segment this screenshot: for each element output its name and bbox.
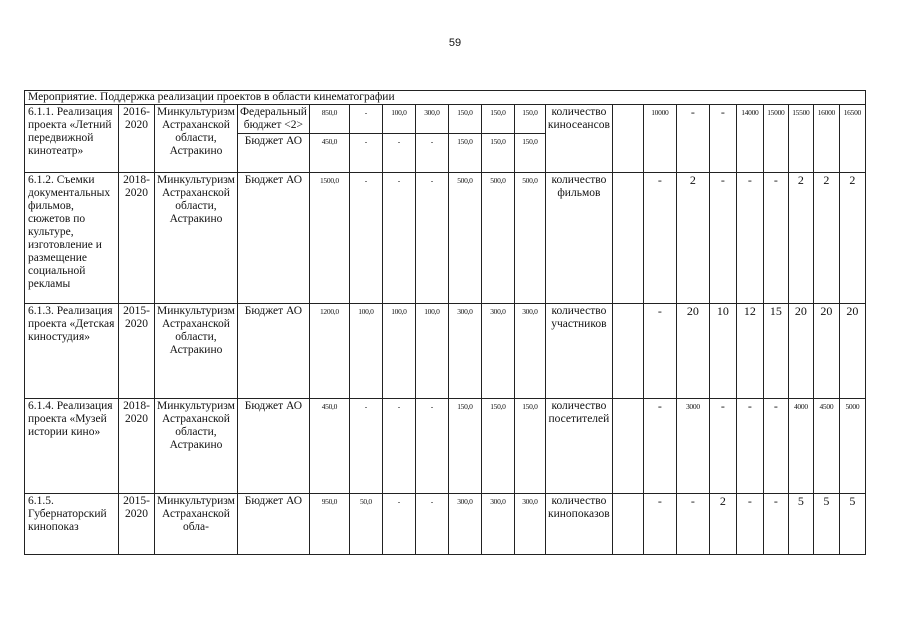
funding-amount: 100,0 <box>415 304 448 399</box>
funding-amount: - <box>349 105 382 134</box>
table-row <box>25 399 866 494</box>
funding-amount: - <box>349 173 382 304</box>
event-executor: Минкультуризм Астраханской области, Астракино <box>155 173 238 304</box>
program-table <box>24 90 866 555</box>
indicator-value: - <box>643 304 676 399</box>
funding-source: Бюджет АО <box>237 304 309 399</box>
indicator-value: 5 <box>839 494 865 555</box>
funding-amount: 150,0 <box>448 399 481 494</box>
funding-amount: 500,0 <box>514 173 545 304</box>
indicator-blank <box>612 494 643 555</box>
indicator-value: - <box>736 173 763 304</box>
indicator-value: - <box>643 399 676 494</box>
indicator-value: 12 <box>736 304 763 399</box>
funding-amount: 450,0 <box>309 134 349 173</box>
funding-amount: 500,0 <box>481 173 514 304</box>
funding-amount: 150,0 <box>481 134 514 173</box>
indicator-value: 14000 <box>736 105 763 173</box>
indicator-value: - <box>736 399 763 494</box>
indicator-value: 2 <box>813 173 839 304</box>
funding-amount: 150,0 <box>481 399 514 494</box>
indicator-value: 2 <box>788 173 813 304</box>
indicator-value: 2 <box>676 173 709 304</box>
table-row <box>25 105 866 134</box>
table-row <box>25 494 866 555</box>
funding-source: Бюджет АО <box>237 134 309 173</box>
indicator-value: 15 <box>763 304 788 399</box>
event-years: 2018-2020 <box>119 173 155 304</box>
funding-amount: 150,0 <box>448 134 481 173</box>
event-executor: Минкультуризм Астраханской обла- <box>155 494 238 555</box>
funding-amount: 500,0 <box>448 173 481 304</box>
indicator-value: 15500 <box>788 105 813 173</box>
funding-amount: 150,0 <box>514 105 545 134</box>
indicator-value: 10 <box>709 304 736 399</box>
indicator-value: 16500 <box>839 105 865 173</box>
funding-amount: - <box>415 134 448 173</box>
section-header-row <box>25 91 866 105</box>
funding-amount: - <box>349 134 382 173</box>
event-executor: Минкультуризм Астраханской области, Астракино <box>155 105 238 173</box>
funding-amount: 300,0 <box>448 304 481 399</box>
event-years: 2015-2020 <box>119 304 155 399</box>
table-row <box>25 173 866 304</box>
indicator-value: - <box>643 173 676 304</box>
event-name: 6.1.1. Реализация проекта «Летний передвижной кинотеатр» <box>25 105 119 173</box>
indicator-value: 16000 <box>813 105 839 173</box>
funding-amount: - <box>415 399 448 494</box>
indicator-blank <box>612 105 643 173</box>
funding-amount: 150,0 <box>514 134 545 173</box>
funding-amount: 1500,0 <box>309 173 349 304</box>
indicator-value: - <box>763 399 788 494</box>
indicator-name: количество кинопоказов <box>545 494 612 555</box>
event-name: 6.1.3. Реализация проекта «Детская киностудия» <box>25 304 119 399</box>
indicator-value: - <box>763 173 788 304</box>
funding-amount: - <box>349 399 382 494</box>
indicator-value: - <box>709 399 736 494</box>
funding-amount: 100,0 <box>349 304 382 399</box>
indicator-value: 20 <box>813 304 839 399</box>
indicator-value: 15000 <box>763 105 788 173</box>
table-row <box>25 304 866 399</box>
funding-amount: 100,0 <box>382 304 415 399</box>
indicator-value: - <box>676 105 709 173</box>
funding-amount: - <box>415 173 448 304</box>
funding-amount: 150,0 <box>448 105 481 134</box>
funding-amount: 850,0 <box>309 105 349 134</box>
funding-source: Федеральный бюджет <2> <box>237 105 309 134</box>
indicator-value: - <box>736 494 763 555</box>
indicator-value: 2 <box>839 173 865 304</box>
funding-amount: 300,0 <box>481 494 514 555</box>
funding-amount: 300,0 <box>448 494 481 555</box>
funding-amount: - <box>382 173 415 304</box>
event-executor: Минкультуризм Астраханской области, Астракино <box>155 399 238 494</box>
indicator-value: 5000 <box>839 399 865 494</box>
funding-amount: 450,0 <box>309 399 349 494</box>
event-name: 6.1.5. Губернаторский кинопоказ <box>25 494 119 555</box>
funding-amount: 1200,0 <box>309 304 349 399</box>
indicator-blank <box>612 304 643 399</box>
funding-amount: 100,0 <box>382 105 415 134</box>
funding-amount: - <box>382 399 415 494</box>
indicator-value: 20 <box>839 304 865 399</box>
indicator-value: 20 <box>788 304 813 399</box>
event-name: 6.1.4. Реализация проекта «Музей истории кино» <box>25 399 119 494</box>
funding-amount: - <box>415 494 448 555</box>
funding-amount: - <box>382 134 415 173</box>
event-years: 2018-2020 <box>119 399 155 494</box>
indicator-name: количество посетителей <box>545 399 612 494</box>
indicator-value: 5 <box>788 494 813 555</box>
indicator-value: - <box>676 494 709 555</box>
indicator-name: количество фильмов <box>545 173 612 304</box>
indicator-value: - <box>709 173 736 304</box>
indicator-value: - <box>643 494 676 555</box>
funding-source: Бюджет АО <box>237 494 309 555</box>
indicator-value: 10000 <box>643 105 676 173</box>
page-number: 59 <box>448 37 462 49</box>
funding-amount: 150,0 <box>481 105 514 134</box>
indicator-name: количество участников <box>545 304 612 399</box>
indicator-value: 4500 <box>813 399 839 494</box>
event-years: 2016-2020 <box>119 105 155 173</box>
section-title: Мероприятие. Поддержка реализации проектов в области кинематографии <box>25 91 866 105</box>
indicator-value: 5 <box>813 494 839 555</box>
funding-amount: 300,0 <box>481 304 514 399</box>
event-name: 6.1.2. Съемки документальных фильмов, сюжетов по культуре, изготовление и размещение социальной рекламы <box>25 173 119 304</box>
funding-amount: 50,0 <box>349 494 382 555</box>
indicator-value: 3000 <box>676 399 709 494</box>
funding-amount: 150,0 <box>514 399 545 494</box>
indicator-value: 20 <box>676 304 709 399</box>
indicator-value: 4000 <box>788 399 813 494</box>
funding-amount: - <box>382 494 415 555</box>
funding-amount: 950,0 <box>309 494 349 555</box>
funding-amount: 300,0 <box>514 494 545 555</box>
funding-source: Бюджет АО <box>237 173 309 304</box>
indicator-value: - <box>763 494 788 555</box>
indicator-value: 2 <box>709 494 736 555</box>
funding-amount: 300,0 <box>415 105 448 134</box>
event-executor: Минкультуризм Астраханской области, Астракино <box>155 304 238 399</box>
event-years: 2015-2020 <box>119 494 155 555</box>
funding-amount: 300,0 <box>514 304 545 399</box>
indicator-name: количество киносеансов <box>545 105 612 173</box>
funding-source: Бюджет АО <box>237 399 309 494</box>
indicator-value: - <box>709 105 736 173</box>
indicator-blank <box>612 173 643 304</box>
indicator-blank <box>612 399 643 494</box>
